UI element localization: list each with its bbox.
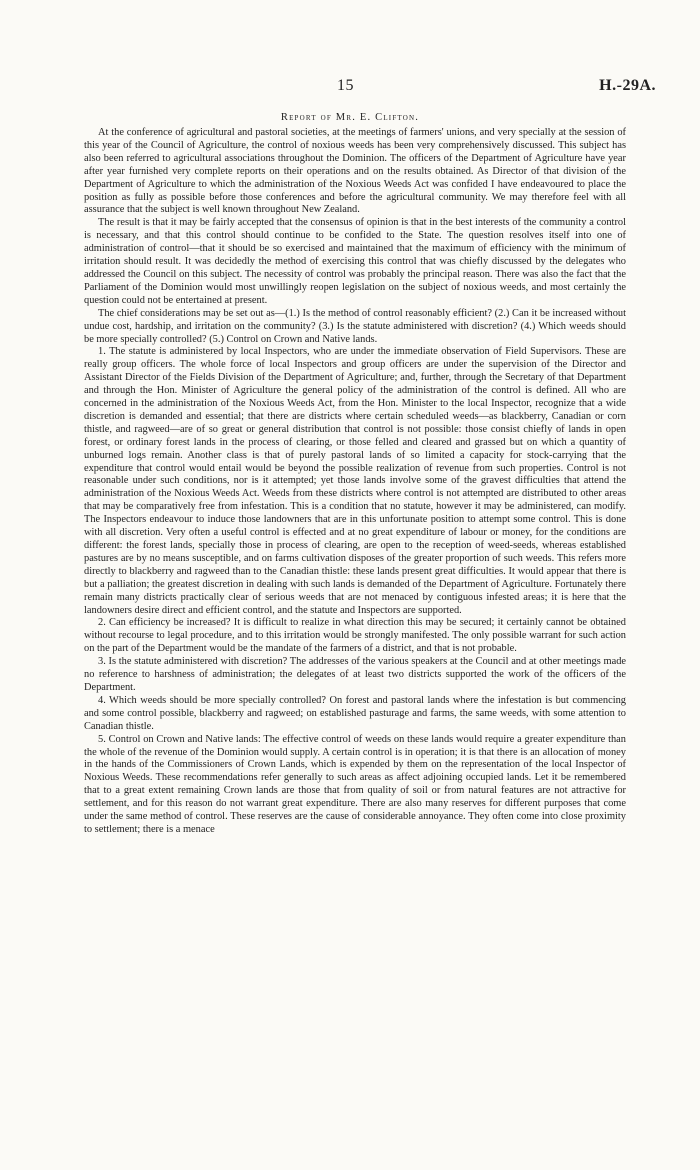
paragraph-point-2: 2. Can efficiency be increased? It is difficult to realize in what direction this may be secured; it certainly cannot be obtained without recourse to legal procedure, and to this irritation would be strongly manifested. The only possible warrant for such action on the part of the Department would be the mandate of the farmers of a district, and that is not probable. [84, 617, 626, 655]
document-reference: H.-29A. [599, 77, 656, 94]
paragraph-point-5: 5. Control on Crown and Native lands: The effective control of weeds on these lands would require a greater expenditure than the whole of the revenue of the Dominion would supply. A certain control is in operation; it is that there is an allocation of money in the hands of the Commissioners of Crown Lands, which is expended by them on the representation of the local Inspector of Noxious Weeds. These recommendations refer generally to such areas as affect adjoining occupied lands. Let it be remembered that to a great extent remaining Crown lands are those that from quality of soil or from natural features are not attractive for settlement, and for this reason do not warrant great expenditure. There are also many reserves for different purposes that come under the same method of control. These reserves are the cause of considerable annoyance. They often come into close proximity to settlement; there is a menace [84, 733, 626, 835]
paragraph-considerations: The chief considerations may be set out as—(1.) Is the method of control reasonably efficient? (2.) Can it be increased without undue cost, hardship, and irritation on the community? (3.) Is the statute administered with discretion? (4.) Which weeds should be more specially controlled? (5.) Control on Crown and Native lands. [84, 307, 626, 345]
paragraph-point-4: 4. Which weeds should be more specially controlled? On forest and pastoral lands where the infestation is but commencing and some control possible, blackberry and ragweed; on established pasturage and farms, the same weeds, with some attention to Canadian thistle. [84, 694, 626, 732]
paragraph-point-3: 3. Is the statute administered with discretion? The addresses of the various speakers at the Council and at other meetings made no reference to harshness of administration; the delegates of at least two districts supported the work of the officers of the Department. [84, 656, 626, 693]
paragraph-point-1: 1. The statute is administered by local Inspectors, who are under the immediate observation of Field Supervisors. These are really group officers. The whole force of local Inspectors and group officers are under the supervision of the Director and Assistant Director of the Fields Division of the Department of Agriculture; and, further, through the Secretary of that Department and through the Hon. Minister of Agriculture the general policy of the administration of the control is defined. All who are concerned in the administration of the Noxious Weeds Act, from the Hon. Minister to the local Inspector, recognize that a wide discretion is demanded and essential; that there are districts where certain scheduled weeds—as blackberry, Canadian or corn thistle, and ragweed—are of so great or general distribution that control is not possible: those consist chiefly of lands in open forest, or ordinary forest lands in the process of clearing, or those felled and cleared and grassed but on which a quantity of unburned logs remain. Another class is that of purely pastoral lands of so limited a capacity for stock-carrying that the expenditure that control would entail would be beyond the possible realization of revenue from such properties. Control is not reasonable under such conditions, nor is it attempted; yet those lands involve some of the gravest difficulties that attend the administration of the Noxious Weeds Act. Weeds from these districts where control is not attempted are distributed to other areas that may be comparatively free from infestation. This is a condition that no statute, however it may be administered, can modify. The Inspectors endeavour to induce those landowners that are in this unfortunate position to attempt some control. This is done with all discretion. Very often a useful control is effected and at no great expenditure of labour or money, for the conditions are different: the forest lands, specially those in process of clearing, are open to the reception of weed-seeds, whereas established pastures are by no means susceptible, and on farms cultivation disposes of the greater proportion of such weeds. This refers more directly to blackberry and ragweed than to the Canadian thistle: these lands present great difficulties. It would appear that there is but a palliation; the greatest discretion in dealing with such lands is demanded of the Department of Agriculture. Fortunately there remain many districts practically clear of serious weeds that are not menaced by contiguous infested areas; it is here that the landowners desire direct and efficient control, and the statute and Inspectors are supported. [84, 346, 626, 616]
paragraph-result: The result is that it may be fairly accepted that the consensus of opinion is that in the best interests of the community a control is necessary, and that this control should continue to be confided to the State. The question resolves itself into one of administration of control—that it should be so exercised and maintained that the maximum of efficiency with the minimum of irritation should result. It was decidedly the method of exercising this control that was chiefly discussed by the delegates who addressed the Council on this subject. The necessity of control was probably the principal reason. There was also the fact that the Parliament of the Dominion would most unwillingly reopen legislation on the subject of noxious weeds, and most certainly the question could not be entertained at present. [84, 217, 626, 306]
page-number: 15 [337, 77, 354, 94]
report-body [84, 127, 626, 837]
paragraph-intro: At the conference of agricultural and pastoral societies, at the meetings of farmers' unions, and very specially at the session of this year of the Council of Agriculture, the control of noxious weeds has been very comprehensively discussed. This subject has also been referred to agricultural associations throughout the Dominion. The officers of the Department of Agriculture have year after year furnished very complete reports on their operations and on the results obtained. As Director of that division of the Department of Agriculture to which the administration of the Noxious Weeds Act was confided I have endeavoured to place the position as fully as possible before those conferences and before the agricultural community. We may therefore feel with all assurance that the subject is well known throughout New Zealand. [84, 127, 626, 216]
report-title: Report of Mr. E. Clifton. [280, 112, 420, 123]
